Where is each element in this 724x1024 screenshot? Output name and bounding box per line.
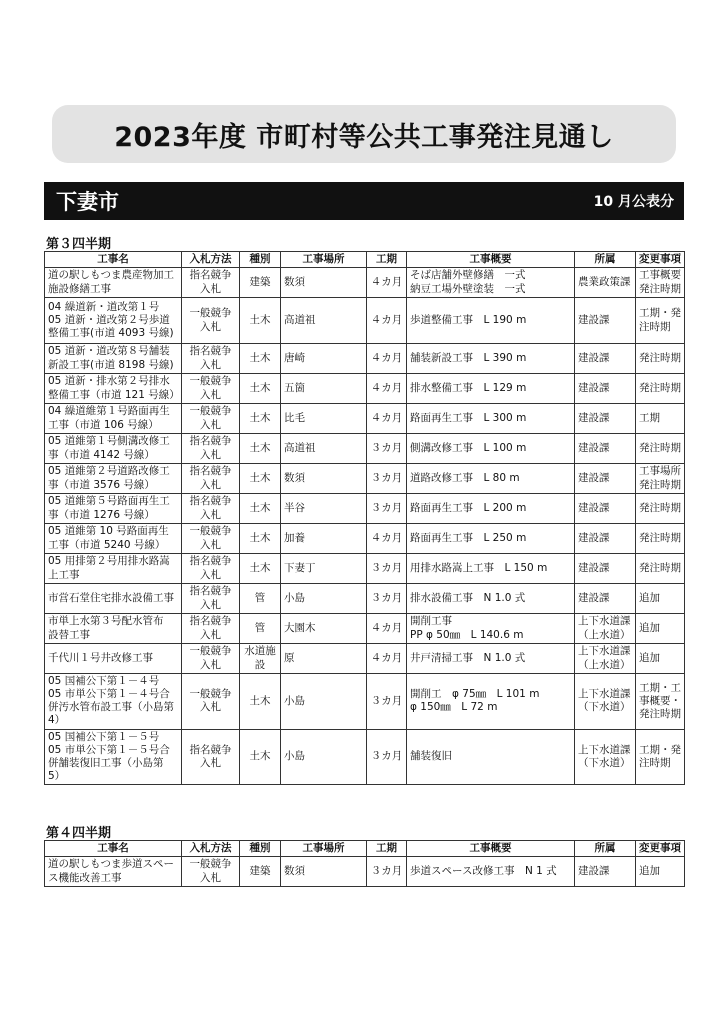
table-row [45, 374, 685, 404]
change-cell: 工事場所 発注時期 [636, 464, 685, 494]
work-name-cell: 04 繰道維第１号路面再生 工事（市道 106 号線） [45, 404, 182, 434]
work-place-cell: 高道祖 [281, 434, 367, 464]
change-cell: 工期・発 注時期 [636, 729, 685, 785]
column-header: 入札方法 [182, 252, 240, 268]
q4-header-row [45, 841, 685, 857]
change-cell: 発注時期 [636, 344, 685, 374]
work-place-cell: 原 [281, 644, 367, 674]
department-cell: 上下水道課 （下水道） [575, 729, 636, 785]
department-cell: 建設課 [575, 494, 636, 524]
department-cell: 建設課 [575, 524, 636, 554]
table-row [45, 674, 685, 730]
period-cell: ４カ月 [367, 644, 407, 674]
work-name-cell: 05 用排第２号用排水路嵩 上工事 [45, 554, 182, 584]
column-header: 工事名 [45, 252, 182, 268]
department-cell: 上下水道課 （上水道） [575, 644, 636, 674]
q4-table [44, 840, 685, 887]
summary-cell: 排水設備工事 N 1.0 式 [407, 584, 575, 614]
change-cell: 追加 [636, 857, 685, 887]
work-type-cell: 土木 [240, 344, 281, 374]
change-cell: 発注時期 [636, 494, 685, 524]
work-type-cell: 土木 [240, 404, 281, 434]
change-cell: 工期・工 事概要・ 発注時期 [636, 674, 685, 730]
summary-cell: 用排水路嵩上工事 L 150 m [407, 554, 575, 584]
table-row [45, 434, 685, 464]
work-type-cell: 土木 [240, 434, 281, 464]
period-cell: ４カ月 [367, 524, 407, 554]
work-name-cell: 道の駅しもつま歩道スペー ス機能改善工事 [45, 857, 182, 887]
table-row [45, 857, 685, 887]
department-cell: 上下水道課 （下水道） [575, 674, 636, 730]
summary-cell: 開削工事 PP φ 50㎜ L 140.6 m [407, 614, 575, 644]
column-header: 工事概要 [407, 841, 575, 857]
work-place-cell: 数須 [281, 464, 367, 494]
column-header: 工事場所 [281, 252, 367, 268]
summary-cell: 歩道スペース改修工事 N 1 式 [407, 857, 575, 887]
department-cell: 建設課 [575, 298, 636, 344]
table-row [45, 729, 685, 785]
table-row [45, 268, 685, 298]
work-place-cell: 五箇 [281, 374, 367, 404]
city-banner [44, 182, 684, 220]
q3-table [44, 251, 685, 785]
period-cell: ３カ月 [367, 729, 407, 785]
work-name-cell: 千代川１号井改修工事 [45, 644, 182, 674]
bid-method-cell: 指名競争 入札 [182, 434, 240, 464]
department-cell: 建設課 [575, 554, 636, 584]
work-type-cell: 管 [240, 614, 281, 644]
column-header: 工期 [367, 252, 407, 268]
period-cell: ３カ月 [367, 494, 407, 524]
work-type-cell: 管 [240, 584, 281, 614]
work-name-cell: 道の駅しもつま農産物加工 施設修繕工事 [45, 268, 182, 298]
bid-method-cell: 一般競争 入札 [182, 404, 240, 434]
period-cell: ３カ月 [367, 464, 407, 494]
period-cell: ４カ月 [367, 374, 407, 404]
bid-method-cell: 指名競争 入札 [182, 464, 240, 494]
work-place-cell: 半谷 [281, 494, 367, 524]
summary-cell: 開削工 φ 75㎜ L 101 m φ 150㎜ L 72 m [407, 674, 575, 730]
change-cell: 追加 [636, 614, 685, 644]
summary-cell: 舗装新設工事 L 390 m [407, 344, 575, 374]
summary-cell: 路面再生工事 L 200 m [407, 494, 575, 524]
column-header: 変更事項 [636, 252, 685, 268]
q4-heading: 第４四半期 [46, 826, 112, 841]
department-cell: 建設課 [575, 404, 636, 434]
city-name: 下妻市 [56, 190, 119, 214]
column-header: 工事名 [45, 841, 182, 857]
department-cell: 農業政策課 [575, 268, 636, 298]
summary-cell: そば店舗外壁修繕 一式 納豆工場外壁塗装 一式 [407, 268, 575, 298]
work-name-cell: 05 道維第５号路面再生工 事（市道 1276 号線） [45, 494, 182, 524]
bid-method-cell: 指名競争 入札 [182, 729, 240, 785]
period-cell: ３カ月 [367, 434, 407, 464]
department-cell: 建設課 [575, 857, 636, 887]
summary-cell: 路面再生工事 L 250 m [407, 524, 575, 554]
bid-method-cell: 一般競争 入札 [182, 298, 240, 344]
work-type-cell: 建築 [240, 857, 281, 887]
work-name-cell: 05 道新・道改第８号舗装 新設工事(市道 8198 号線) [45, 344, 182, 374]
department-cell: 上下水道課 （上水道） [575, 614, 636, 644]
department-cell: 建設課 [575, 584, 636, 614]
work-place-cell: 比毛 [281, 404, 367, 434]
bid-method-cell: 指名競争 入札 [182, 584, 240, 614]
work-place-cell: 小島 [281, 584, 367, 614]
change-cell: 追加 [636, 584, 685, 614]
title-box [52, 105, 676, 163]
table-row [45, 404, 685, 434]
bid-method-cell: 一般競争 入札 [182, 644, 240, 674]
period-cell: ３カ月 [367, 857, 407, 887]
work-place-cell: 唐崎 [281, 344, 367, 374]
period-cell: ４カ月 [367, 344, 407, 374]
work-name-cell: 05 国補公下第１－５号 05 市単公下第１－５号合 併舗装復旧工事（小島第 5） [45, 729, 182, 785]
work-name-cell: 05 道維第１号側溝改修工 事（市道 4142 号線） [45, 434, 182, 464]
work-name-cell: 市営石堂住宅排水設備工事 [45, 584, 182, 614]
column-header: 工事場所 [281, 841, 367, 857]
column-header: 工期 [367, 841, 407, 857]
work-type-cell: 水道施 設 [240, 644, 281, 674]
bid-method-cell: 指名競争 入札 [182, 614, 240, 644]
summary-cell: 道路改修工事 L 80 m [407, 464, 575, 494]
column-header: 入札方法 [182, 841, 240, 857]
work-place-cell: 高道祖 [281, 298, 367, 344]
published-label: 10 月公表分 [593, 194, 674, 210]
change-cell: 工期 [636, 404, 685, 434]
bid-method-cell: 指名競争 入札 [182, 554, 240, 584]
work-type-cell: 土木 [240, 524, 281, 554]
bid-method-cell: 一般競争 入札 [182, 524, 240, 554]
table-row [45, 584, 685, 614]
department-cell: 建設課 [575, 434, 636, 464]
work-place-cell: 数須 [281, 268, 367, 298]
department-cell: 建設課 [575, 374, 636, 404]
bid-method-cell: 一般競争 入札 [182, 374, 240, 404]
work-name-cell: 04 繰道新・道改第１号 05 道新・道改第２号歩道 整備工事(市道 4093 号線) [45, 298, 182, 344]
table-row [45, 614, 685, 644]
change-cell: 追加 [636, 644, 685, 674]
table-row [45, 494, 685, 524]
table-row [45, 344, 685, 374]
work-place-cell: 下妻丁 [281, 554, 367, 584]
work-type-cell: 土木 [240, 464, 281, 494]
table-row [45, 298, 685, 344]
work-name-cell: 05 道維第 10 号路面再生 工事（市道 5240 号線） [45, 524, 182, 554]
period-cell: ４カ月 [367, 614, 407, 644]
bid-method-cell: 指名競争 入札 [182, 344, 240, 374]
department-cell: 建設課 [575, 344, 636, 374]
summary-cell: 舗装復旧 [407, 729, 575, 785]
bid-method-cell: 一般競争 入札 [182, 857, 240, 887]
table-row [45, 464, 685, 494]
period-cell: ４カ月 [367, 268, 407, 298]
work-type-cell: 土木 [240, 729, 281, 785]
change-cell: 工期・発 注時期 [636, 298, 685, 344]
work-type-cell: 土木 [240, 674, 281, 730]
column-header: 種別 [240, 841, 281, 857]
work-type-cell: 土木 [240, 494, 281, 524]
work-type-cell: 土木 [240, 554, 281, 584]
work-place-cell: 数須 [281, 857, 367, 887]
change-cell: 発注時期 [636, 434, 685, 464]
department-cell: 建設課 [575, 464, 636, 494]
work-place-cell: 大園木 [281, 614, 367, 644]
summary-cell: 路面再生工事 L 300 m [407, 404, 575, 434]
work-name-cell: 市単上水第３号配水管布 設替工事 [45, 614, 182, 644]
change-cell: 工事概要 発注時期 [636, 268, 685, 298]
work-name-cell: 05 国補公下第１－４号 05 市単公下第１－４号合 併汚水管布設工事（小島第 4） [45, 674, 182, 730]
table-row [45, 644, 685, 674]
period-cell: ４カ月 [367, 404, 407, 434]
change-cell: 発注時期 [636, 374, 685, 404]
summary-cell: 側溝改修工事 L 100 m [407, 434, 575, 464]
bid-method-cell: 指名競争 入札 [182, 494, 240, 524]
change-cell: 発注時期 [636, 524, 685, 554]
column-header: 所属 [575, 252, 636, 268]
change-cell: 発注時期 [636, 554, 685, 584]
work-type-cell: 土木 [240, 298, 281, 344]
work-place-cell: 加養 [281, 524, 367, 554]
period-cell: ３カ月 [367, 554, 407, 584]
work-type-cell: 建築 [240, 268, 281, 298]
q3-header-row [45, 252, 685, 268]
work-type-cell: 土木 [240, 374, 281, 404]
table-row [45, 554, 685, 584]
summary-cell: 井戸清掃工事 N 1.0 式 [407, 644, 575, 674]
column-header: 変更事項 [636, 841, 685, 857]
period-cell: ４カ月 [367, 298, 407, 344]
bid-method-cell: 一般競争 入札 [182, 674, 240, 730]
summary-cell: 歩道整備工事 L 190 m [407, 298, 575, 344]
column-header: 所属 [575, 841, 636, 857]
column-header: 種別 [240, 252, 281, 268]
work-place-cell: 小島 [281, 674, 367, 730]
work-name-cell: 05 道維第２号道路改修工 事（市道 3576 号線） [45, 464, 182, 494]
page-title: 2023年度 市町村等公共工事発注見通し [114, 121, 614, 153]
column-header: 工事概要 [407, 252, 575, 268]
bid-method-cell: 指名競争 入札 [182, 268, 240, 298]
summary-cell: 排水整備工事 L 129 m [407, 374, 575, 404]
period-cell: ３カ月 [367, 584, 407, 614]
table-row [45, 524, 685, 554]
q3-heading: 第３四半期 [46, 237, 112, 252]
work-place-cell: 小島 [281, 729, 367, 785]
period-cell: ３カ月 [367, 674, 407, 730]
work-name-cell: 05 道新・排水第２号排水 整備工事（市道 121 号線） [45, 374, 182, 404]
